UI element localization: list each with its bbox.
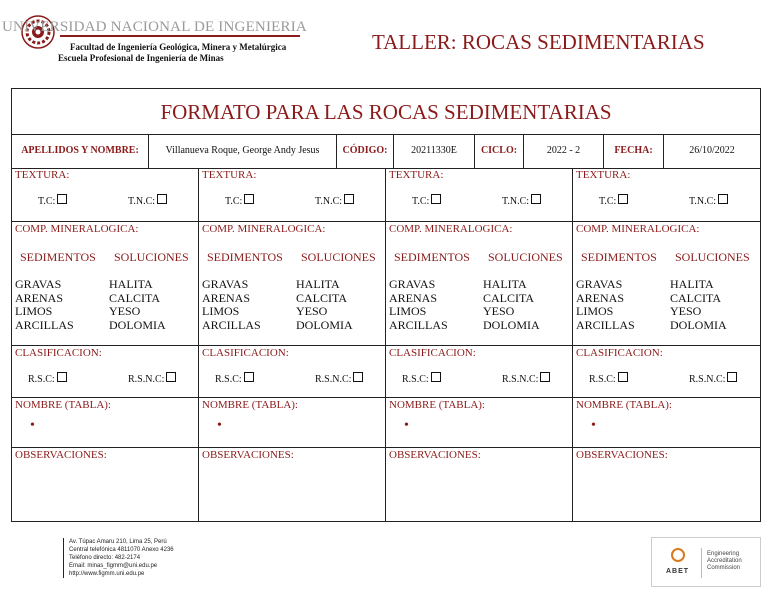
address-line: Central telefónica 4811070 Anexo 4236 [69,547,174,553]
nombre-bullet: • [30,418,35,433]
list-item: LIMOS [202,304,240,318]
email-link[interactable]: Email: minas_figmm@uni.edu.pe [69,563,158,569]
list-item: DOLOMIA [296,317,353,332]
website-link[interactable]: http://www.figmm.uni.edu.pe [69,571,145,577]
rsnc-option[interactable] [315,372,363,385]
list-item: HALITA [296,277,340,291]
observaciones-section[interactable] [386,448,572,522]
tc-label: T.C: [38,196,56,207]
tc-label: T.C: [412,196,430,207]
nombre-label: NOMBRE (TABLA): [15,399,111,411]
sedimentos-header: SEDIMENTOS [581,250,657,264]
tc-option[interactable] [599,194,628,207]
rsnc-checkbox[interactable] [353,372,363,382]
sedimentos-list [389,278,448,332]
abet-commission-text [707,551,742,572]
tnc-checkbox[interactable] [344,194,354,204]
name-value[interactable]: Villanueva Roque, George Andy Jesus [149,134,337,168]
observaciones-label: OBSERVACIONES: [576,449,668,461]
tnc-label: T.N.C: [502,196,530,207]
list-item: LIMOS [576,304,614,318]
abet-logo [651,537,761,587]
list-item: YESO [296,304,328,318]
rsnc-checkbox[interactable] [540,372,550,382]
date-label: FECHA: [604,134,664,168]
sedimentos-list [15,278,74,332]
list-item: ARENAS [15,290,64,305]
workshop-title: TALLER: ROCAS SEDIMENTARIAS [372,30,705,54]
nombre-bullet: • [404,418,409,433]
tc-option[interactable] [412,194,441,207]
list-item: DOLOMIA [109,317,166,332]
soluciones-header: SOLUCIONES [114,250,189,264]
tc-option[interactable] [225,194,254,207]
list-item: ARCILLAS [15,317,74,332]
tc-option[interactable] [38,194,67,207]
soluciones-list [670,278,727,332]
comp-section [199,222,385,346]
tc-label: T.C: [599,196,617,207]
nombre-label: NOMBRE (TABLA): [389,399,485,411]
student-info-row [12,134,760,169]
clasificacion-label: CLASIFICACION: [576,347,663,359]
textura-label: TEXTURA: [389,169,444,181]
rsnc-option[interactable] [128,372,176,385]
list-item: ARENAS [202,290,251,305]
name-label: APELLIDOS Y NOMBRE: [12,134,149,168]
header-rule [60,35,300,37]
rsc-checkbox[interactable] [431,372,441,382]
rsc-option[interactable] [28,372,67,385]
clasificacion-section [199,346,385,398]
tnc-checkbox[interactable] [157,194,167,204]
tnc-option[interactable] [689,194,728,207]
observaciones-section[interactable] [12,448,198,522]
faculty-name: Facultad de Ingeniería Geológica, Minera y Metalúrgica [70,42,287,52]
comp-label: COMP. MINERALOGICA: [15,223,139,235]
list-item: ARCILLAS [576,317,635,332]
list-item: GRAVAS [202,277,249,291]
clasificacion-label: CLASIFICACION: [15,347,102,359]
tnc-option[interactable] [128,194,167,207]
tc-checkbox[interactable] [244,194,254,204]
abet-ring-icon [671,548,685,562]
nombre-bullet: • [217,418,222,433]
textura-section [199,168,385,222]
address-line: Av. Túpac Amaru 210, Lima 25, Perú [69,539,167,545]
list-item: GRAVAS [389,277,436,291]
abet-text-line: Commission [707,565,741,571]
abet-wordmark: ABET [666,568,690,575]
rock-column-4 [573,168,760,522]
rock-column-2 [199,168,386,522]
nombre-bullet: • [591,418,596,433]
rsc-option[interactable] [402,372,441,385]
clasificacion-section [573,346,760,398]
comp-section [12,222,198,346]
tnc-label: T.N.C: [128,196,156,207]
rsc-option[interactable] [589,372,628,385]
rsc-label: R.S.C: [215,374,242,385]
observaciones-label: OBSERVACIONES: [202,449,294,461]
cycle-label: CICLO: [475,134,524,168]
list-item: HALITA [670,277,714,291]
list-item: HALITA [483,277,527,291]
soluciones-header: SOLUCIONES [301,250,376,264]
sedimentos-header: SEDIMENTOS [394,250,470,264]
cycle-value[interactable]: 2022 - 2 [524,134,604,168]
rsc-checkbox[interactable] [57,372,67,382]
rsnc-label: R.S.N.C: [128,374,165,385]
list-item: CALCITA [109,290,161,305]
rsnc-checkbox[interactable] [166,372,176,382]
clasificacion-label: CLASIFICACION: [389,347,476,359]
rsc-checkbox[interactable] [244,372,254,382]
list-item: ARCILLAS [202,317,261,332]
date-value[interactable]: 26/10/2022 [689,145,735,156]
tnc-label: T.N.C: [689,196,717,207]
list-item: GRAVAS [576,277,623,291]
nombre-label: NOMBRE (TABLA): [576,399,672,411]
sedimentos-list [202,278,261,332]
sedimentos-list [576,278,635,332]
observaciones-section[interactable] [199,448,385,522]
nombre-label: NOMBRE (TABLA): [202,399,298,411]
tnc-option[interactable] [315,194,354,207]
list-item: DOLOMIA [483,317,540,332]
rock-column-1 [12,168,199,522]
list-item: CALCITA [670,290,722,305]
comp-label: COMP. MINERALOGICA: [576,223,700,235]
tc-label: T.C: [225,196,243,207]
tnc-option[interactable] [502,194,541,207]
textura-label: TEXTURA: [202,169,257,181]
abet-divider [701,548,702,578]
textura-section [573,168,760,222]
list-item: YESO [109,304,141,318]
comp-section [386,222,572,346]
soluciones-header: SOLUCIONES [488,250,563,264]
comp-label: COMP. MINERALOGICA: [389,223,513,235]
rsc-label: R.S.C: [28,374,55,385]
nombre-section [573,398,760,448]
list-item: CALCITA [483,290,535,305]
comp-section [573,222,760,346]
list-item: YESO [483,304,515,318]
rock-form [11,88,761,522]
tc-checkbox[interactable] [431,194,441,204]
sedimentos-header: SEDIMENTOS [20,250,96,264]
tnc-checkbox[interactable] [718,194,728,204]
observaciones-label: OBSERVACIONES: [389,449,481,461]
tnc-label: T.N.C: [315,196,343,207]
textura-section [12,168,198,222]
observaciones-section[interactable] [573,448,760,522]
list-item: ARENAS [576,290,625,305]
rsc-checkbox[interactable] [618,372,628,382]
abet-text-line: Accreditation [707,558,742,564]
nombre-section [199,398,385,448]
form-title: FORMATO PARA LAS ROCAS SEDIMENTARIAS [12,89,760,135]
sedimentos-header: SEDIMENTOS [207,250,283,264]
soluciones-list [483,278,540,332]
tc-checkbox[interactable] [618,194,628,204]
list-item: YESO [670,304,702,318]
textura-section [386,168,572,222]
list-item: CALCITA [296,290,348,305]
rock-column-3 [386,168,573,522]
list-item: GRAVAS [15,277,62,291]
rsc-label: R.S.C: [402,374,429,385]
soluciones-list [109,278,166,332]
contact-address [63,538,174,578]
list-item: ARENAS [389,290,438,305]
comp-label: COMP. MINERALOGICA: [202,223,326,235]
nombre-section [12,398,198,448]
clasificacion-label: CLASIFICACION: [202,347,289,359]
abet-text-line: Engineering [707,551,740,557]
textura-label: TEXTURA: [15,169,70,181]
rsnc-option[interactable] [502,372,550,385]
rsc-label: R.S.C: [589,374,616,385]
address-line: Teléfono directo: 482-2174 [69,555,141,561]
soluciones-list [296,278,353,332]
clasificacion-section [12,346,198,398]
rsnc-label: R.S.N.C: [315,374,352,385]
rsc-option[interactable] [215,372,254,385]
list-item: LIMOS [15,304,53,318]
list-item: ARCILLAS [389,317,448,332]
school-name: Escuela Profesional de Ingeniería de Minas [58,53,224,63]
tnc-checkbox[interactable] [531,194,541,204]
code-value[interactable]: 20211330E [394,134,475,168]
rsnc-label: R.S.N.C: [502,374,539,385]
list-item: LIMOS [389,304,427,318]
rsnc-checkbox[interactable] [727,372,737,382]
tc-checkbox[interactable] [57,194,67,204]
rsnc-label: R.S.N.C: [689,374,726,385]
observaciones-label: OBSERVACIONES: [15,449,107,461]
rsnc-option[interactable] [689,372,737,385]
soluciones-header: SOLUCIONES [675,250,750,264]
code-label: CÓDIGO: [337,134,394,168]
list-item: HALITA [109,277,153,291]
nombre-section [386,398,572,448]
clasificacion-section [386,346,572,398]
textura-label: TEXTURA: [576,169,631,181]
university-name: UNIVERSIDAD NACIONAL DE INGENIERIA [2,19,307,35]
list-item: DOLOMIA [670,317,727,332]
